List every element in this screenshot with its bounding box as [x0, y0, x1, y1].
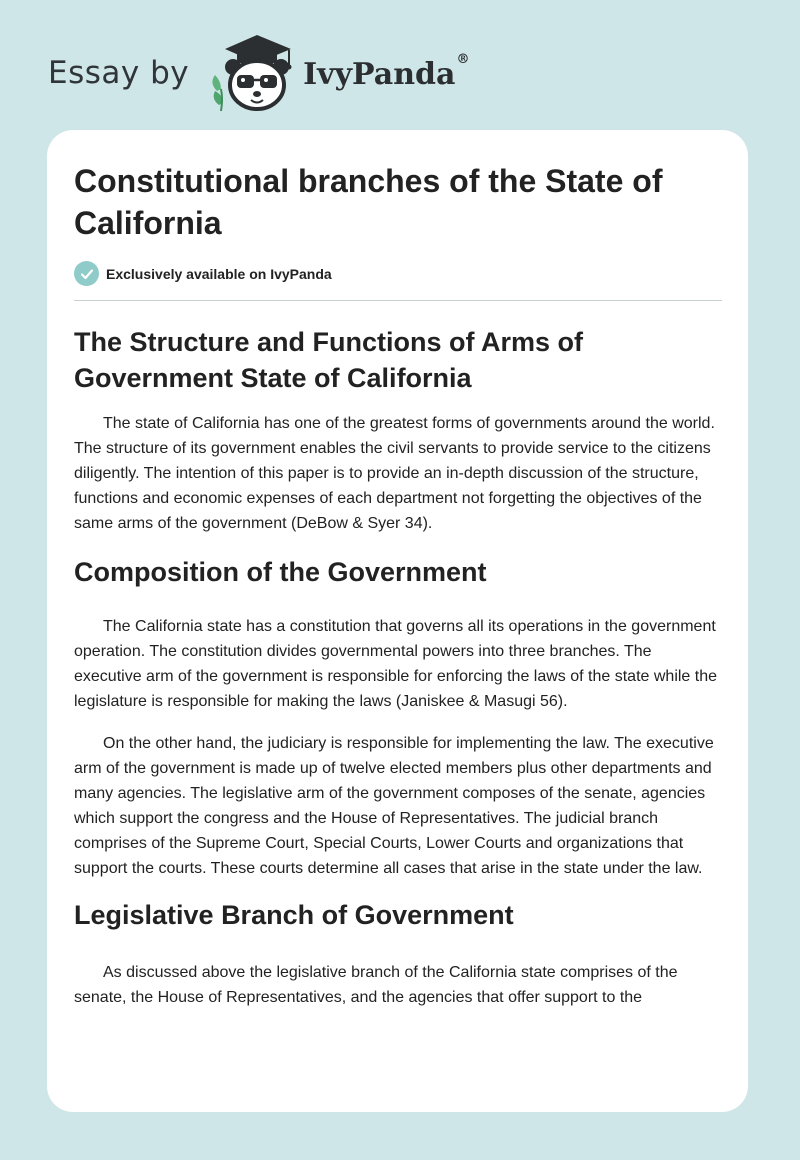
exclusive-badge: [74, 261, 722, 286]
section-paragraph: The California state has a constitution that governs all its operations in the government operation. The constitution divides governmental powers into three branches. The executive arm of the government is responsible for enforcing the laws of the state while the legislature is responsible for making the laws (Janiskee & Masugi 56).: [74, 618, 718, 710]
essay-by-label: Essay by: [48, 55, 190, 91]
section-paragraph: As discussed above the legislative branch of the California state comprises of the senate, the House of Representatives, and the agencies that offer support to the: [74, 964, 678, 1006]
check-icon: [74, 261, 99, 286]
brand-name[interactable]: [303, 51, 470, 92]
brand-name-text: IvyPanda: [303, 56, 456, 92]
site-header: [48, 28, 469, 118]
section-heading: The Structure and Functions of Arms of Government State of California: [74, 327, 584, 393]
exclusive-badge-label: Exclusively available on IvyPanda: [106, 265, 332, 282]
title-divider: [74, 300, 722, 301]
section-paragraph: On the other hand, the judiciary is responsible for implementing the law. The executive arm of the government is made up of twelve elected members plus other departments and many agencies. The legislative arm of the government composes of the senate, agencies which support the congress and the House of Representatives. The judicial branch comprises of the Supreme Court, Special Courts, Lower Courts and organizations that support the courts. These courts determine all cases that arise in the state under the law.: [74, 735, 714, 877]
article-title: Constitutional branches of the State of California: [74, 163, 663, 241]
ivypanda-logo-icon[interactable]: [205, 31, 297, 115]
section-paragraph: The state of California has one of the greatest forms of governments around the world. The structure of its government enables the civil servants to provide service to the citizens diligently. The intention of this paper is to provide an in-depth discussion of the structure, functions and economic expenses of each department not forgetting the objectives of the same arms of the government (DeBow & Syer 34).: [74, 415, 715, 532]
article-card: [47, 130, 748, 1112]
registered-mark: ®: [456, 51, 470, 67]
section-heading: Legislative Branch of Government: [74, 900, 514, 930]
section-heading: Composition of the Government: [74, 557, 487, 587]
